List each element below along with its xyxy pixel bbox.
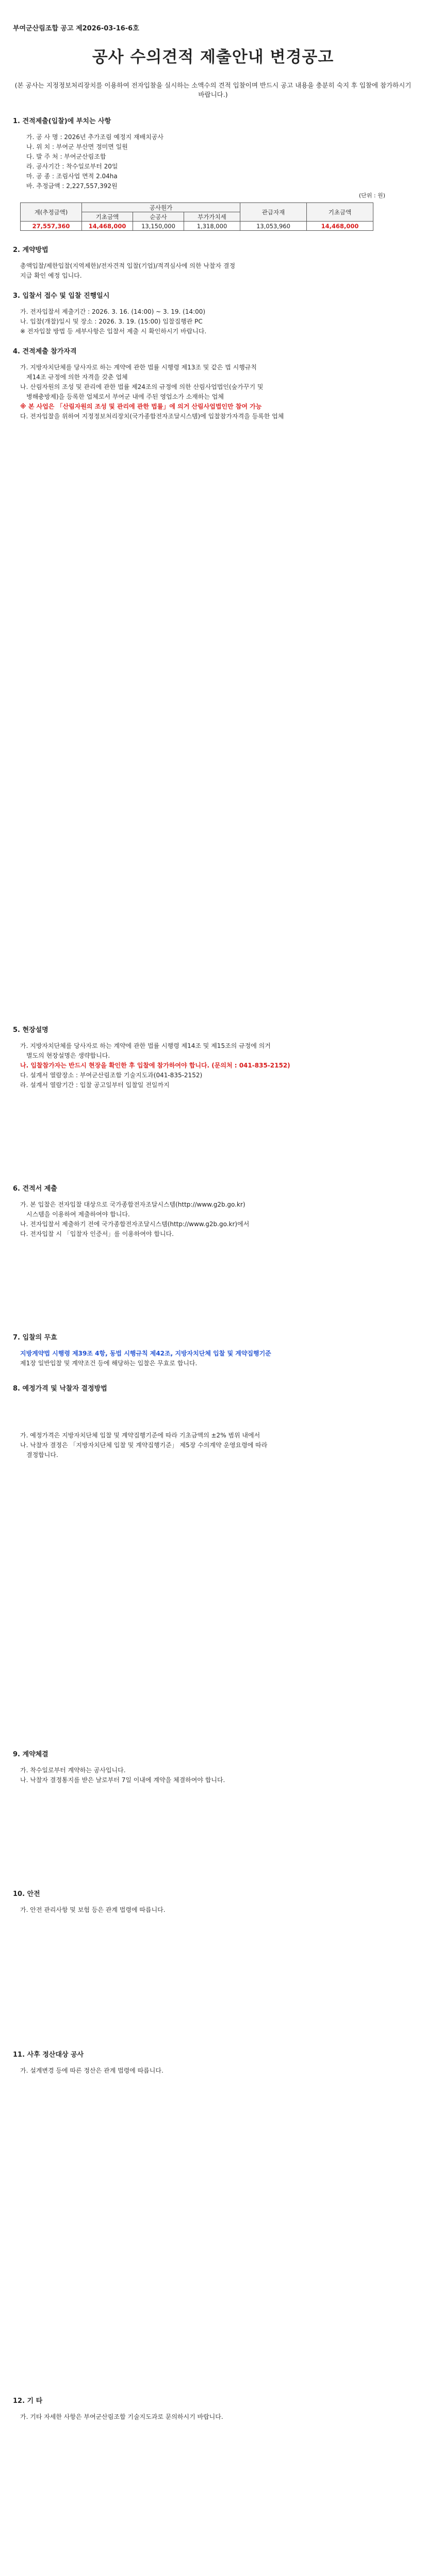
s1-line: 마. 공 종 : 조림사업 면적 2.04ha — [26, 173, 118, 180]
s10-line: 가. 안전 관리사항 및 보험 등은 관계 법령에 따릅니다. — [20, 1906, 166, 1913]
s12-line: 가. 기타 자세한 사항은 부여군산림조합 기술지도과로 문의하시기 바랍니다. — [20, 2413, 223, 2420]
s6-line: 나. 전자입찰서 제출하기 전에 국가종합전자조달시스템(http://www.g2b.go.kr)에서 — [20, 1221, 250, 1228]
s2-line: 총액입찰/제한입찰(지역제한)/전자견적 입찰(기업)/적격심사에 의한 낙찰자 결정 — [20, 262, 236, 269]
section-6-heading: 6. 견적서 제출 — [13, 1185, 57, 1193]
section-1-heading: 1. 견적제출(입찰)에 부치는 사항 — [13, 117, 111, 125]
s4-line: 병해충방제)을 등록한 업체로서 부여군 내에 주된 영업소가 소재하는 업체 — [26, 393, 224, 400]
s5-line: 다. 설계서 열람장소 : 부여군산림조합 기술지도과(041-835-2152) — [20, 1072, 203, 1079]
s6-line: 시스템을 이용하여 제출하여야 합니다. — [26, 1211, 130, 1218]
th-base-sum: 기초금액 — [82, 212, 133, 222]
td-cost: 14,468,000 — [82, 222, 133, 231]
s7-line: 제1장 일반입찰 및 계약조건 등에 해당하는 입찰은 무효로 합니다. — [20, 1360, 198, 1367]
td-base: 14,468,000 — [307, 222, 373, 231]
s3-line: 나. 입찰(개찰)일시 및 장소 : 2026. 3. 19. (15:00) 입찰집행관 PC — [20, 318, 203, 325]
section-5-heading: 5. 현장설명 — [13, 1026, 48, 1034]
th-other: 부가가치세 — [184, 212, 240, 222]
s2-line: 지급 확인 예정 입니다. — [20, 272, 82, 279]
section-11-heading: 11. 사후 정산대상 공사 — [13, 2051, 84, 2059]
s6-line: 다. 전자입찰 시 「입찰자 인증서」를 이용하여야 합니다. — [20, 1230, 174, 1238]
section-7-heading: 7. 입찰의 무효 — [13, 1334, 57, 1342]
notice-title: 공사 수의견적 제출안내 변경공고 — [92, 48, 334, 66]
s11-line: 가. 설계변경 등에 따른 정산은 관계 법령에 따릅니다. — [20, 2067, 163, 2074]
th-direct: 순공사 — [133, 212, 184, 222]
s4-line: 나. 산림자원의 조성 및 관리에 관한 법률 제24조의 규정에 의한 산림사업법인(숲가꾸기 및 — [20, 383, 264, 391]
section-2-heading: 2. 계약방법 — [13, 246, 48, 254]
s5-warning: 나. 입찰참가자는 반드시 현장을 확인한 후 입찰에 참가하여야 합니다. (문의처 : 041-835-2152) — [20, 1062, 290, 1069]
s1-line: 나. 위 치 : 부여군 부산면 정미면 일원 — [26, 143, 128, 150]
s7-line: 지방계약법 시행령 제39조 4항, 동법 시행규칙 제42조, 지방자치단체 입찰 및 계약집행기준 — [20, 1350, 271, 1357]
th-base: 기초금액 — [307, 203, 373, 222]
notice-subtitle: (본 공사는 지정정보처리장치를 이용하여 전자입찰을 실시하는 소액수의 견적 입찰이며 반드시 공고 내용을 충분히 숙지 후 입찰에 참가하시기 바랍니다.) — [14, 81, 412, 98]
s5-line: 라. 설계서 열람기간 : 입찰 공고일부터 입찰일 전일까지 — [20, 1081, 170, 1089]
td-direct: 13,150,000 — [133, 222, 184, 231]
s1-line: 라. 공사기간 : 착수일로부터 20일 — [26, 163, 118, 170]
s8-line: 결정합니다. — [26, 1451, 58, 1459]
price-table — [20, 202, 373, 231]
section-4-heading: 4. 견적제출 참가자격 — [13, 348, 77, 355]
section-9-heading: 9. 계약체결 — [13, 1751, 48, 1758]
th-cost: 공사원가 — [82, 203, 240, 212]
s5-line: 가. 지방자치단체를 당사자로 하는 계약에 관한 법률 시행령 제14조 및 제15조의 규정에 의거 — [20, 1042, 271, 1049]
s4-line: 다. 전자입찰을 위하여 지정정보처리장치(국가종합전자조달시스템)에 입찰참가자격을 등록한 업체 — [20, 413, 284, 420]
s5-line: 별도의 현장설명은 생략합니다. — [26, 1052, 110, 1059]
td-other: 1,318,000 — [184, 222, 240, 231]
notice-number: 부여군산림조합 공고 제2026-03-16-6호 — [13, 25, 139, 32]
s1-line: 다. 발 주 처 : 부여군산림조합 — [26, 153, 106, 160]
section-10-heading: 10. 안전 — [13, 1890, 40, 1898]
s3-line: ※ 전자입찰 방법 등 세부사항은 입찰서 제출 시 확인하시기 바랍니다. — [20, 328, 207, 335]
td-gov: 13,053,960 — [240, 222, 307, 231]
s1-line: 가. 공 사 명 : 2026년 추가조림 예정지 재배치공사 — [26, 133, 163, 141]
section-3-heading: 3. 입찰서 접수 및 입찰 진행일시 — [13, 292, 110, 300]
s4-warning: ※ 본 사업은 「산림자원의 조성 및 관리에 관한 법률」에 의거 산림사업법인만 참여 가능 — [20, 403, 262, 410]
notice-document — [13, 0, 413, 2576]
section-12-heading: 12. 기 타 — [13, 2397, 43, 2405]
s8-line: 나. 낙찰자 결정은 「지방자치단체 입찰 및 계약집행기준」 제5장 수의계약 운영요령에 따라 — [20, 1442, 268, 1449]
th-total: 계(추정금액) — [21, 203, 82, 222]
s9-line: 가. 착수일로부터 계약하는 공사입니다. — [20, 1767, 126, 1774]
s4-line: 가. 지방자치단체를 당사자로 하는 계약에 관한 법률 시행령 제13조 및 같은 법 시행규칙 — [20, 364, 257, 371]
td-total: 27,557,360 — [21, 222, 82, 231]
s3-line: 가. 전자입찰서 제출기간 : 2026. 3. 16. (14:00) ~ 3. 19. (14:00) — [20, 308, 206, 315]
s8-line: 가. 예정가격은 지방자치단체 입찰 및 계약집행기준에 따라 기초금액의 ±2% 범위 내에서 — [20, 1432, 260, 1439]
th-gov: 관급자재 — [240, 203, 307, 222]
table-unit: (단위 : 원) — [358, 192, 385, 199]
s9-line: 나. 낙찰자 결정통지를 받은 날로부터 7일 이내에 계약을 체결하여야 합니다. — [20, 1776, 225, 1784]
s6-line: 가. 본 입찰은 전자입찰 대상으로 국가종합전자조달시스템(http://www.g2b.go.kr) — [20, 1201, 245, 1208]
s1-line: 바. 추정금액 : 2,227,557,392원 — [26, 182, 118, 190]
section-8-heading: 8. 예정가격 및 낙찰자 결정방법 — [13, 1385, 107, 1393]
s4-line: 제14조 규정에 의한 자격을 갖춘 업체 — [26, 374, 128, 381]
